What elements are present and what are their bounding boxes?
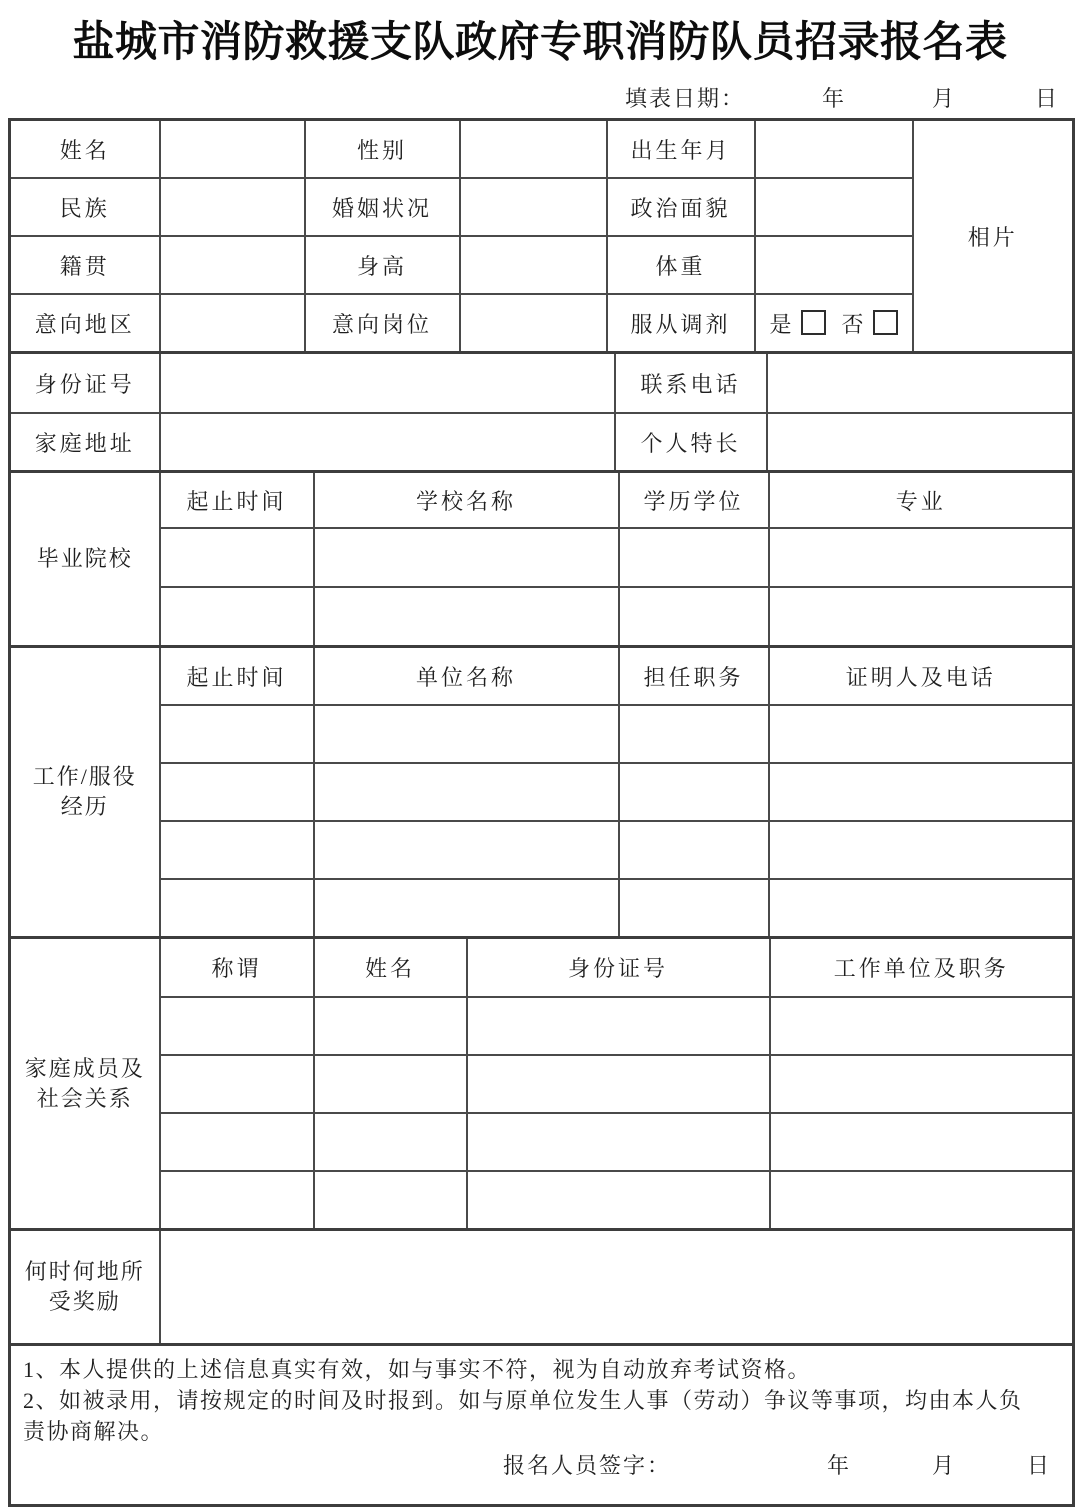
family-entry-cell — [770, 1055, 1074, 1113]
obey-adjustment-options-cell — [755, 294, 913, 353]
fill-date-month: 月 — [932, 86, 957, 111]
work-entry-cell — [160, 821, 314, 879]
edu-header-degree: 学历学位 — [619, 472, 769, 529]
personal-specialty-label: 个人特长 — [615, 413, 767, 472]
name-value-cell — [160, 120, 305, 179]
ethnicity-label: 民族 — [10, 178, 160, 236]
native-place-value-cell — [160, 236, 305, 294]
signature-year: 年 — [827, 1453, 852, 1478]
work-entry-cell — [314, 879, 619, 938]
political-status-label: 政治面貌 — [607, 178, 755, 236]
id-contact-table — [8, 351, 1075, 473]
family-header-workplace: 工作单位及职务 — [770, 938, 1074, 998]
family-members-table — [8, 936, 1075, 1231]
phone-value-cell — [767, 353, 1074, 414]
signature-label: 报名人员签字： — [503, 1453, 672, 1478]
fill-date-year: 年 — [822, 86, 847, 111]
basic-info-table — [8, 118, 1075, 354]
work-entry-cell — [619, 763, 769, 821]
height-label: 身高 — [305, 236, 460, 294]
obey-adjustment-label: 服从调剂 — [607, 294, 755, 353]
family-entry-cell — [314, 997, 467, 1055]
intended-position-label: 意向岗位 — [305, 294, 460, 353]
awards-label: 何时何地所受奖励 — [10, 1230, 160, 1345]
family-entry-cell — [160, 1055, 314, 1113]
birthdate-label: 出生年月 — [607, 120, 755, 179]
fill-date-label: 填表日期： — [625, 86, 746, 111]
photo-cell: 相片 — [913, 120, 1074, 353]
family-entry-cell — [467, 1113, 770, 1171]
awards-value-cell — [160, 1230, 1074, 1345]
edu-entry-cell — [160, 587, 314, 647]
work-entry-cell — [160, 763, 314, 821]
edu-entry-cell — [160, 528, 314, 587]
edu-entry-cell — [619, 587, 769, 647]
signature-month: 月 — [932, 1453, 957, 1478]
yes-checkbox-icon — [801, 310, 826, 335]
family-entry-cell — [770, 1171, 1074, 1230]
family-header-id: 身份证号 — [467, 938, 770, 998]
family-entry-cell — [314, 1113, 467, 1171]
work-entry-cell — [769, 821, 1074, 879]
gender-label: 性别 — [305, 120, 460, 179]
home-address-value-cell — [160, 413, 615, 472]
edu-entry-cell — [314, 528, 619, 587]
personal-specialty-value-cell — [767, 413, 1074, 472]
awards-table — [8, 1228, 1075, 1346]
work-entry-cell — [619, 821, 769, 879]
work-entry-cell — [619, 705, 769, 763]
phone-label: 联系电话 — [615, 353, 767, 414]
note-2: 2、如被录用，请按规定的时间及时报到。如与原单位发生人事（劳动）争议等事项，均由本人负责协商解决。 — [23, 1388, 1023, 1444]
family-entry-cell — [314, 1055, 467, 1113]
work-entry-cell — [769, 763, 1074, 821]
work-entry-cell — [769, 879, 1074, 938]
weight-label: 体重 — [607, 236, 755, 294]
work-entry-cell — [314, 763, 619, 821]
no-label: 否 — [841, 311, 867, 337]
work-entry-cell — [314, 705, 619, 763]
family-entry-cell — [467, 1055, 770, 1113]
work-entry-cell — [619, 879, 769, 938]
family-entry-cell — [160, 1171, 314, 1230]
edu-header-period: 起止时间 — [160, 472, 314, 529]
edu-entry-cell — [314, 587, 619, 647]
fill-date-day: 日 — [1035, 86, 1060, 111]
form-title: 盐城市消防救援支队政府专职消防队员招录报名表 — [72, 20, 1008, 66]
edu-entry-cell — [619, 528, 769, 587]
edu-entry-cell — [769, 528, 1074, 587]
family-entry-cell — [160, 1113, 314, 1171]
marital-status-label: 婚姻状况 — [305, 178, 460, 236]
edu-header-major: 专业 — [769, 472, 1074, 529]
work-header-position: 担任职务 — [619, 647, 769, 706]
notes-cell — [10, 1345, 1074, 1506]
work-header-reference: 证明人及电话 — [769, 647, 1074, 706]
intended-position-value-cell — [460, 294, 607, 353]
native-place-label: 籍贯 — [10, 236, 160, 294]
family-entry-cell — [467, 1171, 770, 1230]
birthdate-value-cell — [755, 120, 913, 179]
work-entry-cell — [314, 821, 619, 879]
work-header-unit: 单位名称 — [314, 647, 619, 706]
work-entry-cell — [160, 879, 314, 938]
name-label: 姓名 — [10, 120, 160, 179]
fill-date-line — [8, 80, 1072, 112]
intended-region-label: 意向地区 — [10, 294, 160, 353]
political-status-value-cell — [755, 178, 913, 236]
work-experience-table — [8, 645, 1075, 939]
work-section-label: 工作/服役经历 — [10, 647, 160, 938]
work-entry-cell — [769, 705, 1074, 763]
id-number-label: 身份证号 — [10, 353, 160, 414]
yes-label: 是 — [769, 311, 795, 337]
family-entry-cell — [467, 997, 770, 1055]
home-address-label: 家庭地址 — [10, 413, 160, 472]
weight-value-cell — [755, 236, 913, 294]
ethnicity-value-cell — [160, 178, 305, 236]
family-entry-cell — [770, 1113, 1074, 1171]
family-entry-cell — [160, 997, 314, 1055]
signature-day: 日 — [1027, 1453, 1052, 1478]
work-entry-cell — [160, 705, 314, 763]
id-number-value-cell — [160, 353, 615, 414]
family-header-name: 姓名 — [314, 938, 467, 998]
family-section-label: 家庭成员及社会关系 — [10, 938, 160, 1230]
note-1: 1、本人提供的上述信息真实有效，如与事实不符，视为自动放弃考试资格。 — [23, 1357, 812, 1382]
family-header-relation: 称谓 — [160, 938, 314, 998]
family-entry-cell — [770, 997, 1074, 1055]
education-section-label: 毕业院校 — [10, 472, 160, 647]
no-checkbox-icon — [873, 310, 898, 335]
height-value-cell — [460, 236, 607, 294]
edu-header-school: 学校名称 — [314, 472, 619, 529]
marital-status-value-cell — [460, 178, 607, 236]
footer-notes-table — [8, 1343, 1075, 1507]
family-entry-cell — [314, 1171, 467, 1230]
gender-value-cell — [460, 120, 607, 179]
intended-region-value-cell — [160, 294, 305, 353]
education-table — [8, 470, 1075, 648]
edu-entry-cell — [769, 587, 1074, 647]
work-header-period: 起止时间 — [160, 647, 314, 706]
